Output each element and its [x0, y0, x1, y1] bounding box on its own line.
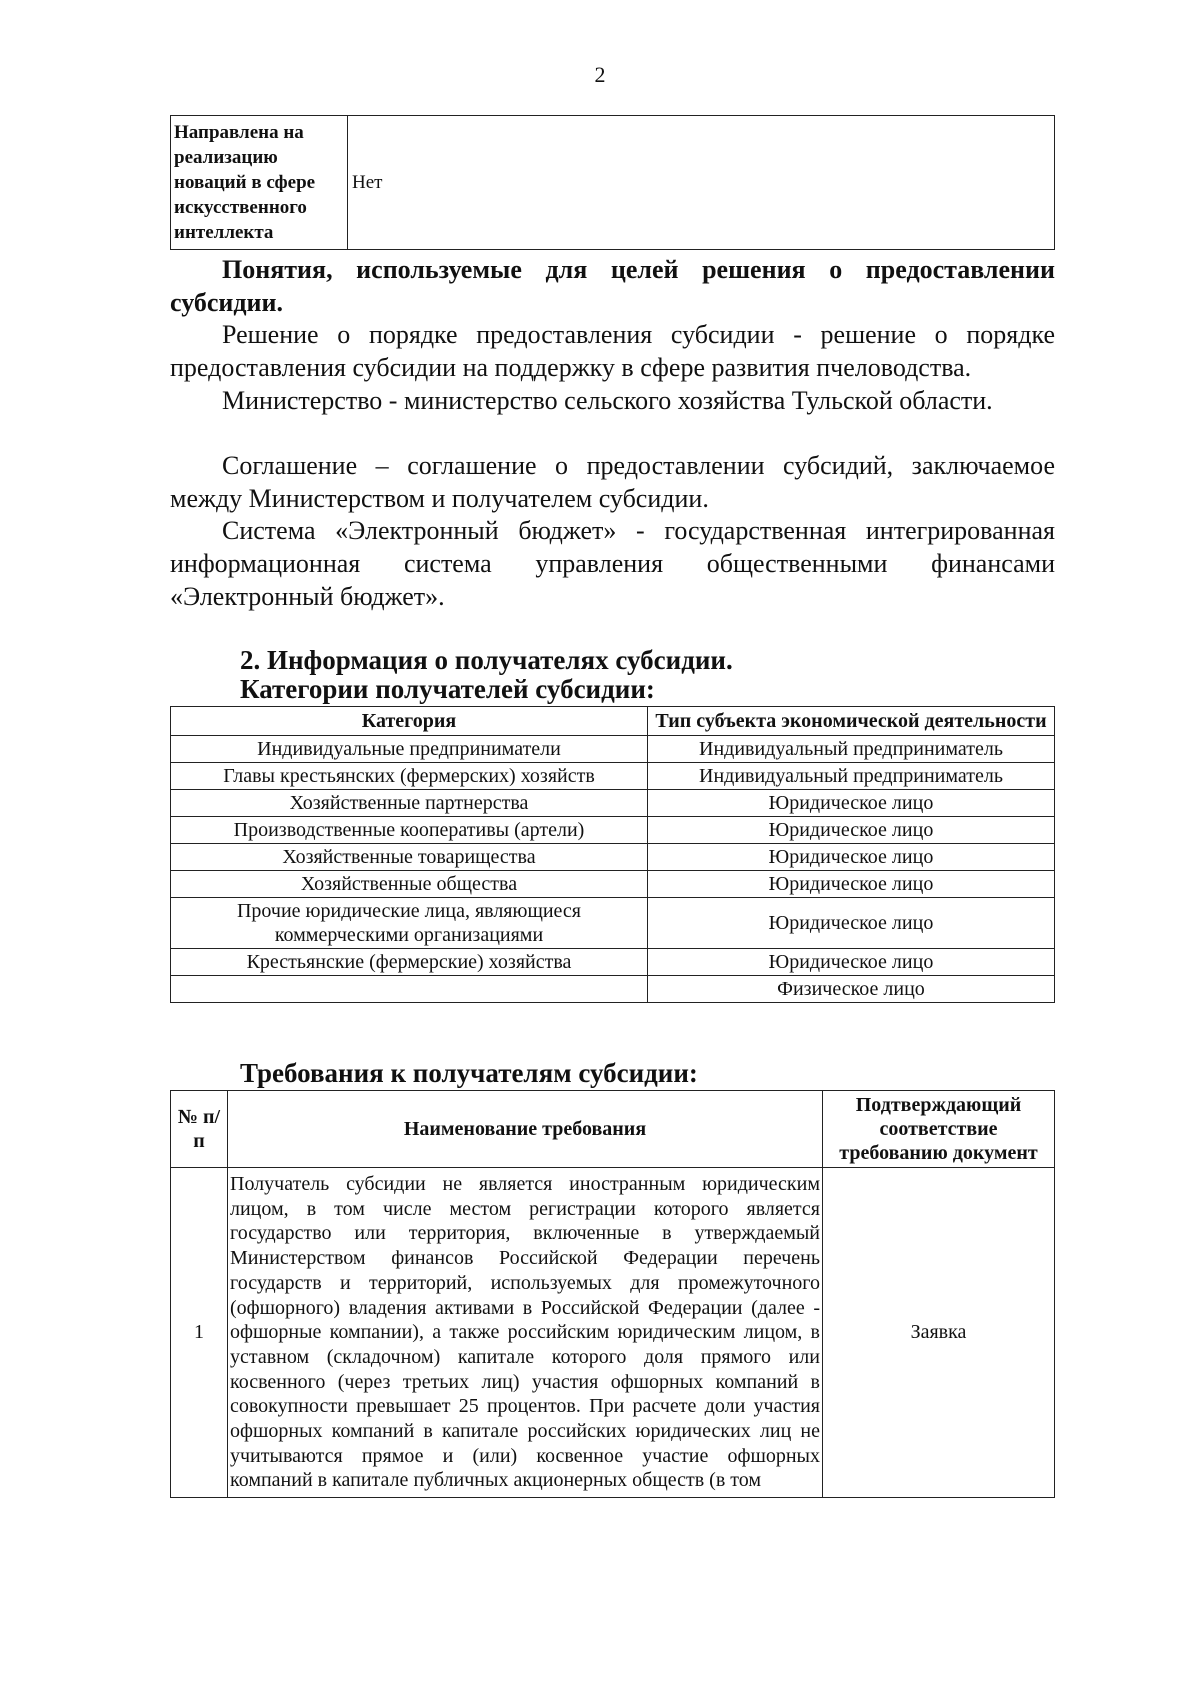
ai-innovation-label: Направлена на реализацию новаций в сфере искусственного интеллекта — [171, 116, 348, 250]
table-cell: Индивидуальный предприниматель — [648, 736, 1055, 763]
table-row — [171, 949, 1055, 976]
column-header: Подтверждающий соответствие требованию документ — [823, 1091, 1055, 1168]
table-row — [171, 763, 1055, 790]
page-number: 2 — [594, 62, 606, 87]
table-cell: Хозяйственные товарищества — [171, 844, 648, 871]
table-cell: Хозяйственные общества — [171, 871, 648, 898]
definition-budget-system: Система «Электронный бюджет» - государственная интегрированная информационная система управления общественными финансами «Электронный бюджет». — [170, 516, 1055, 611]
table-cell: Прочие юридические лица, являющиеся коммерческими организациями — [171, 898, 648, 949]
table-row — [171, 817, 1055, 844]
table-row — [171, 736, 1055, 763]
categories-heading: Категории получателей субсидии: — [240, 674, 655, 704]
column-header: № п/п — [171, 1091, 228, 1168]
table-cell: Юридическое лицо — [648, 817, 1055, 844]
table-cell: Индивидуальный предприниматель — [648, 763, 1055, 790]
table-row — [171, 898, 1055, 949]
table-cell: Юридическое лицо — [648, 790, 1055, 817]
requirements-heading: Требования к получателям субсидии: — [240, 1058, 698, 1088]
table-cell: Крестьянские (фермерские) хозяйства — [171, 949, 648, 976]
table-row — [171, 790, 1055, 817]
table-row — [171, 1168, 1055, 1498]
table-row — [171, 844, 1055, 871]
concepts-heading: Понятия, используемые для целей решения о предоставлении субсидии. — [170, 255, 1055, 317]
table-cell: Индивидуальные предприниматели — [171, 736, 648, 763]
definition-decision: Решение о порядке предоставления субсидии - решение о порядке предоставления субсидии на поддержку в сфере развития пчеловодства. — [170, 320, 1055, 382]
column-header: Категория — [171, 707, 648, 736]
table-cell: Юридическое лицо — [648, 844, 1055, 871]
categories-table — [170, 706, 1055, 1003]
definition-ministry: Министерство - министерство сельского хозяйства Тульской области. — [222, 386, 993, 415]
section-2-heading: 2. Информация о получателях субсидии. — [240, 645, 733, 675]
table-cell: Юридическое лицо — [648, 871, 1055, 898]
column-header: Тип субъекта экономической деятельности — [648, 707, 1055, 736]
requirement-text: Получатель субсидии не является иностранным юридическим лицом, в том числе местом регистрации которого является государство или территория, включенные в утверждаемый Министерством финансов Российской Федерации перечень государств и территорий, используемых для промежуточного (офшорного) владения активами в Российской Федерации (далее - офшорные компании), а также российским юридическим лицом, в уставном (складочном) капитале которого доля прямого или косвенного (через третьих лиц) участия офшорных компаний в совокупности превышает 25 процентов. При расчете доли участия офшорных компаний в капитале российских юридических лиц не учитываются прямое и (или) косвенное участие офшорных компаний в капитале публичных акционерных обществ (в том — [228, 1168, 823, 1498]
requirement-document: Заявка — [823, 1168, 1055, 1498]
ai-innovation-table — [170, 115, 1055, 250]
table-cell — [171, 976, 648, 1003]
table-cell: Главы крестьянских (фермерских) хозяйств — [171, 763, 648, 790]
definition-agreement: Соглашение – соглашение о предоставлении субсидий, заключаемое между Министерством и получателем субсидии. — [170, 451, 1055, 513]
table-header-row — [171, 707, 1055, 736]
ai-innovation-value: Нет — [348, 116, 1055, 250]
table-cell: Юридическое лицо — [648, 898, 1055, 949]
requirement-number: 1 — [171, 1168, 228, 1498]
table-cell: Производственные кооперативы (артели) — [171, 817, 648, 844]
requirements-table — [170, 1090, 1055, 1498]
table-header-row — [171, 1091, 1055, 1168]
table-row — [171, 976, 1055, 1003]
table-cell: Физическое лицо — [648, 976, 1055, 1003]
table-cell: Юридическое лицо — [648, 949, 1055, 976]
table-row — [171, 871, 1055, 898]
table-cell: Хозяйственные партнерства — [171, 790, 648, 817]
column-header: Наименование требования — [228, 1091, 823, 1168]
